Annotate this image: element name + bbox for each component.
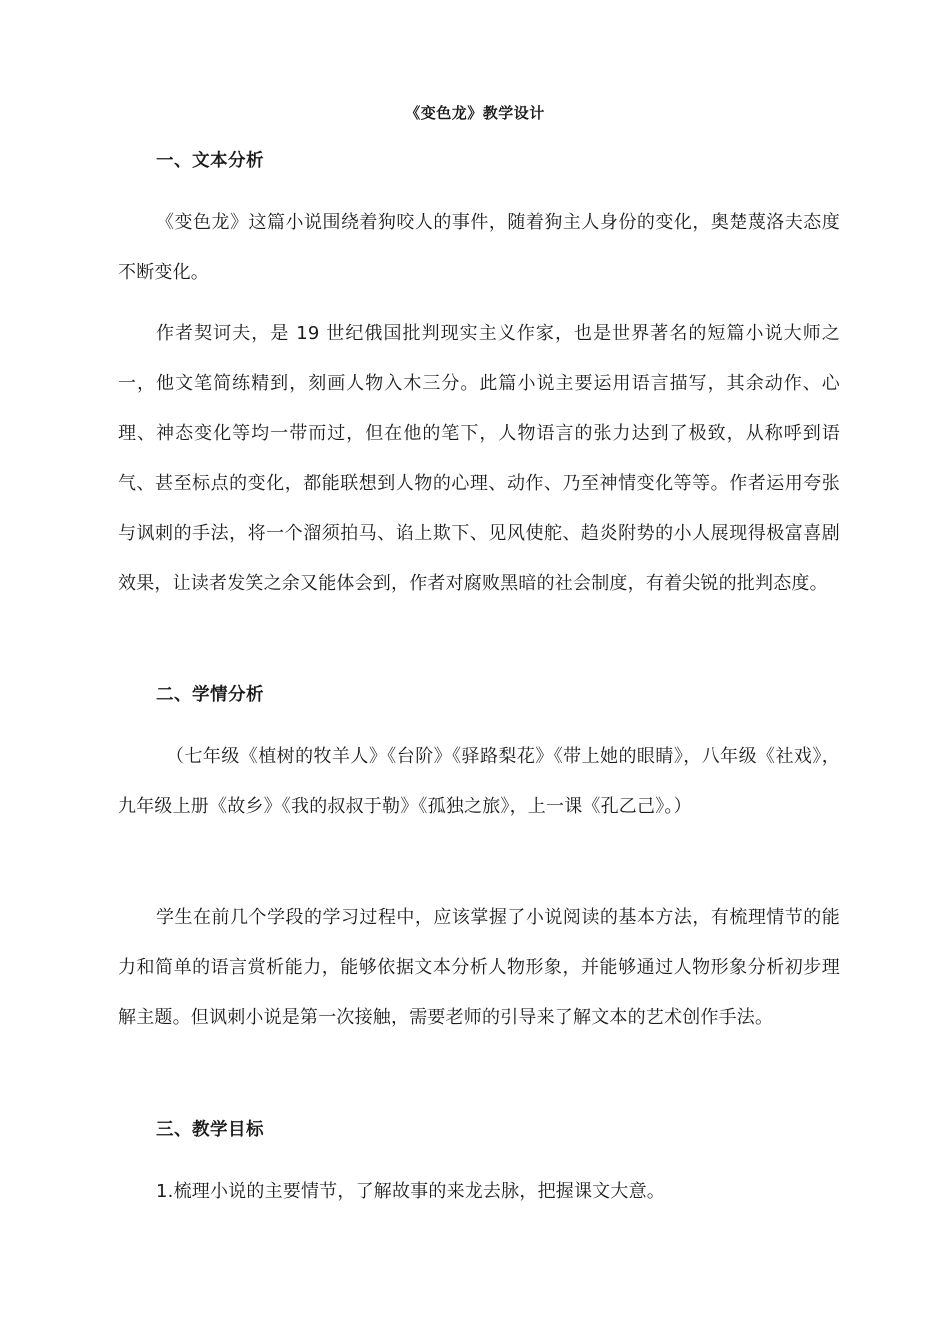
section-student-analysis [118, 682, 840, 708]
paragraph: （七年级《植树的牧羊人》《台阶》《驿路梨花》《带上她的眼睛》，八年级《社戏》，九年级上册《故乡》《我的叔叔于勒》《孤独之旅》，上一课《孔乙己》。） [118, 746, 840, 817]
paragraph: 作者契诃夫，是 19 世纪俄国批判现实主义作家，也是世界著名的短篇小说大师之一，他文笔简练精到，刻画人物入木三分。此篇小说主要运用语言描写，其余动作、心理、神态变化等均一带而过，但在他的笔下，人物语言的张力达到了极致，从称呼到语气、甚至标点的变化，都能联想到人物的心理、动作、乃至神情变化等等。作者运用夸张与讽刺的手法，将一个溜须拍马、谄上欺下、见风使舵、趋炎附势的小人展现得极富喜剧效果，让读者发笑之余又能体会到，作者对腐败黑暗的社会制度，有着尖锐的批判态度。 [118, 323, 840, 594]
section-heading: 二、学情分析 [156, 685, 264, 705]
section-text-analysis-body-2 [118, 309, 840, 609]
section-teaching-goals [118, 1117, 840, 1143]
paragraph: 《变色龙》这篇小说围绕着狗咬人的事件，随着狗主人身份的变化，奥楚蔑洛夫态度不断变化。 [118, 212, 840, 283]
section-heading: 三、教学目标 [156, 1120, 264, 1140]
section-student-analysis-body-2 [118, 893, 840, 1043]
paragraph: 1.梳理小说的主要情节，了解故事的来龙去脉，把握课文大意。 [156, 1181, 665, 1202]
section-teaching-goals-body [118, 1167, 840, 1217]
section-student-analysis-body [118, 732, 840, 832]
paragraph: 学生在前几个学段的学习过程中，应该掌握了小说阅读的基本方法，有梳理情节的能力和简单的语言赏析能力，能够依据文本分析人物形象，并能够通过人物形象分析初步理解主题。但讽刺小说是第一次接触，需要老师的引导来了解文本的艺术创作手法。 [118, 907, 840, 1028]
section-text-analysis-body [118, 198, 840, 298]
section-text-analysis [118, 148, 840, 174]
section-heading: 一、文本分析 [156, 151, 264, 171]
document-title: 《变色龙》教学设计 [405, 104, 545, 122]
